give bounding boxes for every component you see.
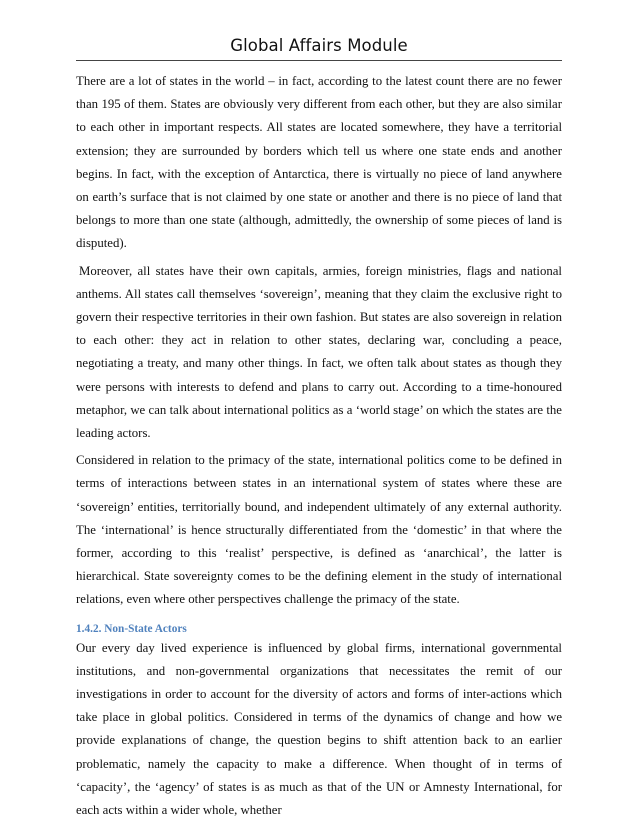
paragraph-states-count: There are a lot of states in the world – in fact, according to the latest count there are no fewer than 195 of them. States are obviously very different from each other, but they are also similar to each other in important respects. All states are located somewhere, they have a territorial extension; they are surrounded by borders which tell us where one state ends and another begins. In fact, with the exception of Antarctica, there is virtually no piece of land anywhere on earth’s surface that is not claimed by one state or another and there is no piece of land that belongs to more than one state (although, admittedly, the ownership of some pieces of land is disputed).: [76, 74, 562, 251]
page-header: Global Affairs Module: [230, 36, 408, 55]
paragraph-non-state-actors: Our every day lived experience is influenced by global firms, international governmental institutions, and non-governmental organizations that necessitates the remit of our investigations in order to account for the diversity of actors and forms of inter-actions which take place in global politics. Considered in terms of the dynamics of change and how we provide explanations of change, the question begins to shift attention back to an earlier problematic, namely the capacity to make a difference. When thought of in terms of ‘capacity’, the ‘agency’ of states is as much as that of the UN or Amnesty International, for each acts within a wider whole, whether: [76, 640, 562, 818]
paragraph-sovereignty: Moreover, all states have their own capitals, armies, foreign ministries, flags and national anthems. All states call themselves ‘sovereign’, meaning that they claim the exclusive right to govern their respective territories in their own fashion. But states are also sovereign in relation to each other: they act in relation to other states, declaring war, concluding a peace, negotiating a treaty, and many other things. In fact, we often talk about states as though they were persons with interests to defend and plans to carry out. According to a time-honoured metaphor, we can talk about international politics as a ‘world stage’ on which the states are the leading actors.: [76, 263, 562, 441]
paragraph-primacy-of-state: Considered in relation to the primacy of the state, international politics come to be defined in terms of interactions between states in an international system of states where these are ‘sovereign’ entities, territorially bound, and independent ultimately of any external authority. The ‘international’ is hence structurally differentiated from the ‘domestic’ in that where the former, according to this ‘realist’ perspective, is defined as ‘anarchical’, the latter is hierarchical. State sovereignty comes to be the defining element in the study of international relations, even where other perspectives challenge the primacy of the state.: [76, 453, 562, 607]
document-body: [76, 70, 562, 822]
header-rule: [76, 60, 562, 61]
section-heading: 1.4.2. Non-State Actors: [76, 622, 187, 635]
